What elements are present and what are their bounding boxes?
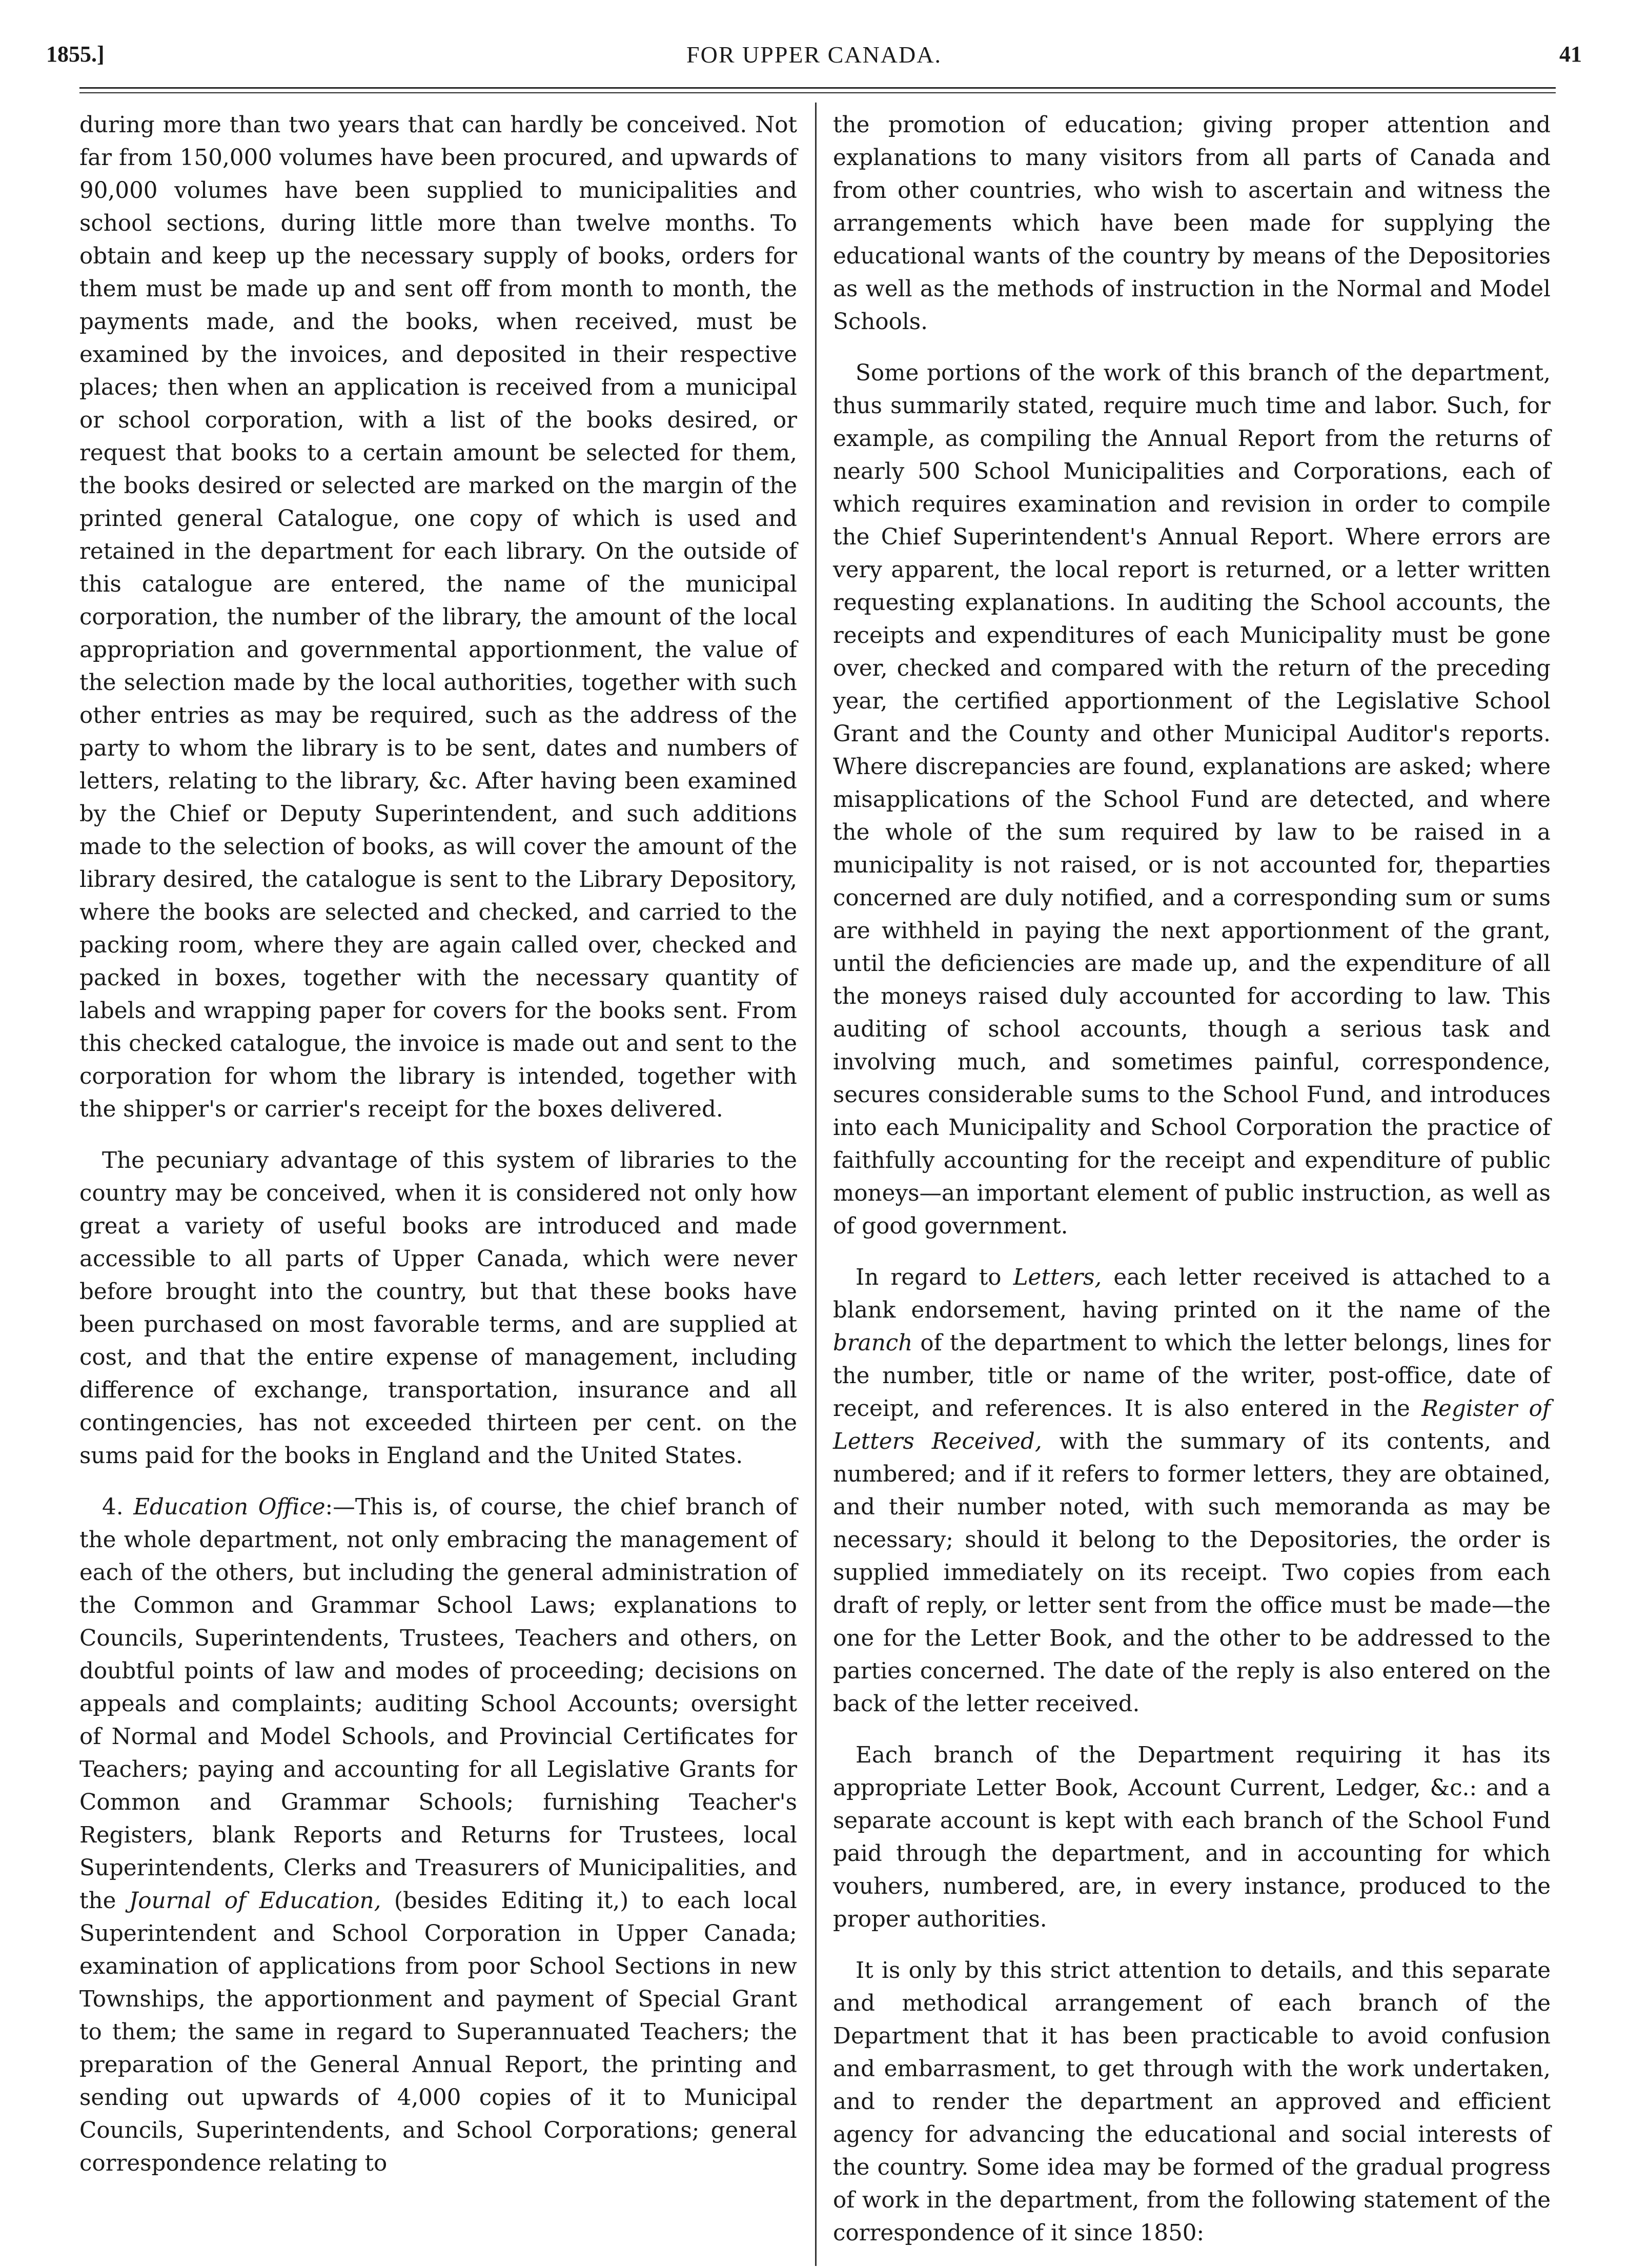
section-number: 4.	[102, 1494, 134, 1520]
letters-term: Letters,	[1013, 1265, 1102, 1290]
register-title: Register of Letters Received,	[833, 1396, 1551, 1454]
right-paragraph-3-text-a: In regard to	[856, 1265, 1013, 1290]
branch-term: branch	[833, 1330, 913, 1356]
header-year: 1855.]	[46, 42, 105, 67]
header-title: FOR UPPER CANADA.	[686, 42, 942, 68]
right-paragraph-2: Some portions of the work of this branch of the department, thus summarily stated, require much time and labor. Such, for example, as compiling the Annual Report from the returns of nearly 500 School Municipalities and Corporations, each of which requires examination and revision in order to compile the Chief Superintendent's Annual Report. Where errors are very apparent, the local report is returned, or a letter written requesting explanations. In auditing the School accounts, the receipts and expenditures of each Municipality must be gone over, checked and compared with the return of the preceding year, the certified apportionment of the Legislative School Grant and the County and other Municipal Auditor's reports. Where discrepancies are found, explanations are asked; where misapplications of the School Fund are detected, and where the whole of the sum required by law to be raised in a municipality is not raised, or is not accounted for, theparties concerned are duly notified, and a corresponding sum or sums are withheld in paying the next apportionment of the grant, until the deficiencies are made up, and the expenditure of all the moneys raised duly accounted for according to law. This auditing of school accounts, though a serious task and involving much, and sometimes painful, correspondence, secures considerable sums to the School Fund, and introduces into each Municipality and School Corporation the practice of faithfully accounting for the receipt and expenditure of public moneys—an important element of public instruction, as well as of good government.	[833, 360, 1551, 1239]
section-heading-education-office: Education Office	[133, 1494, 325, 1520]
left-paragraph-3-text-a: :—This is, of course, the chief branch of the whole department, not only embracing the management of each of the others, but including the general administration of the Common and Grammar School Laws; explanations to Councils, Superintendents, Trustees, Teachers and others, on doubtful points of law and modes of proceeding; decisions on appeals and complaints; auditing School Accounts; oversight of Normal and Model Schools, and Provincial Certificates for Teachers; paying and accounting for all Legislative Grants for Common and Grammar Schools; furnishing Teacher's Registers, blank Reports and Returns for Trustees, local Superintendents, Clerks and Treasurers of Municipalities, and the	[79, 1494, 797, 1914]
header-rule-top	[79, 87, 1556, 89]
page-number: 41	[1559, 42, 1582, 67]
right-paragraph-4: Each branch of the Department requiring it has its appropriate Letter Book, Account Current, Ledger, &c.: and a separate account is kept with each branch of the School Fund paid through the department, and in accounting for which vouhers, numbered, are, in every instance, produced to the proper authorities.	[833, 1743, 1551, 1932]
right-paragraph-3	[833, 1261, 1551, 1720]
page-header	[46, 41, 1582, 87]
right-paragraph-3-text-c: of the department to which the letter belongs, lines for the number, title or name of the writer, post-office, date of receipt, and references. It is also entered in the	[833, 1330, 1551, 1422]
right-paragraph-3-text-b: each letter received is attached to a blank endorsement, having printed on it the name of the	[833, 1265, 1551, 1323]
left-paragraph-3-text-b: (besides Editing it,) to each local Superintendent and School Corporation in Upper Canada; examination of applications from poor School Sections in new Townships, the apportionment and payment of Special Grant to them; the same in regard to Superannuated Teachers; the preparation of the General Annual Report, the printing and sending out upwards of 4,000 copies of it to Municipal Councils, Superintendents, and School Corporations; general correspondence relating to	[79, 1888, 797, 2176]
header-rule-bottom	[79, 92, 1556, 93]
right-paragraph-1: the promotion of education; giving proper attention and explanations to many visitors from all parts of Canada and from other countries, who wish to ascertain and witness the arrangements which have been made for supplying the educational wants of the country by means of the Depositories as well as the methods of instruction in the Normal and Model Schools.	[833, 112, 1551, 335]
right-column	[833, 109, 1551, 2268]
column-divider	[815, 103, 817, 2266]
journal-title: Journal of Education,	[129, 1888, 381, 1914]
left-column	[79, 109, 797, 2198]
right-paragraph-5: It is only by this strict attention to details, and this separate and methodical arrangement of each branch of the Department that it has been practicable to avoid confusion and embarrasment, to get through with the work undertaken, and to render the department an approved and efficient agency for advancing the educational and social interests of the country. Some idea may be formed of the gradual progress of work in the department, from the following statement of the correspondence of it since 1850:	[833, 1958, 1551, 2246]
left-paragraph-3	[79, 1491, 797, 2180]
right-paragraph-3-text-d: with the summary of its contents, and numbered; and if it refers to former letters, they are obtained, and their number noted, with such memoranda as may be necessary; should it belong to the Depositories, the order is supplied immediately on its receipt. Two copies from each draft of reply, or letter sent from the office must be made—the one for the Letter Book, and the other to be addressed to the parties concerned. The date of the reply is also entered on the back of the letter received.	[833, 1429, 1551, 1717]
left-paragraph-1: during more than two years that can hardly be conceived. Not far from 150,000 volumes have been procured, and upwards of 90,000 volumes have been supplied to municipalities and school sections, during little more than twelve months. To obtain and keep up the necessary supply of books, orders for them must be made up and sent off from month to month, the payments made, and the books, when received, must be examined by the invoices, and deposited in their respective places; then when an application is received from a municipal or school corporation, with a list of the books desired, or request that books to a certain amount be selected for them, the books desired or selected are marked on the margin of the printed general Catalogue, one copy of which is used and retained in the department for each library. On the outside of this catalogue are entered, the name of the municipal corporation, the number of the library, the amount of the local appropriation and governmental apportionment, the value of the selection made by the local authorities, together with such other entries as may be required, such as the address of the party to whom the library is to be sent, dates and numbers of letters, relating to the library, &c. After having been examined by the Chief or Deputy Superintendent, and such additions made to the selection of books, as will cover the amount of the library desired, the catalogue is sent to the Library Depository, where the books are selected and checked, and carried to the packing room, where they are again called over, checked and packed in boxes, together with the necessary quantity of labels and wrapping paper for covers for the books sent. From this checked catalogue, the invoice is made out and sent to the corporation for whom the library is intended, together with the shipper's or carrier's receipt for the boxes delivered.	[79, 112, 797, 1122]
left-paragraph-2: The pecuniary advantage of this system of libraries to the country may be conceived, when it is considered not only how great a variety of useful books are introduced and made accessible to all parts of Upper Canada, which were never before brought into the country, but that these books have been purchased on most favorable terms, and are supplied at cost, and that the entire expense of management, including difference of exchange, transportation, insurance and all contingencies, has not exceeded thirteen per cent. on the sums paid for the books in England and the United States.	[79, 1148, 797, 1469]
